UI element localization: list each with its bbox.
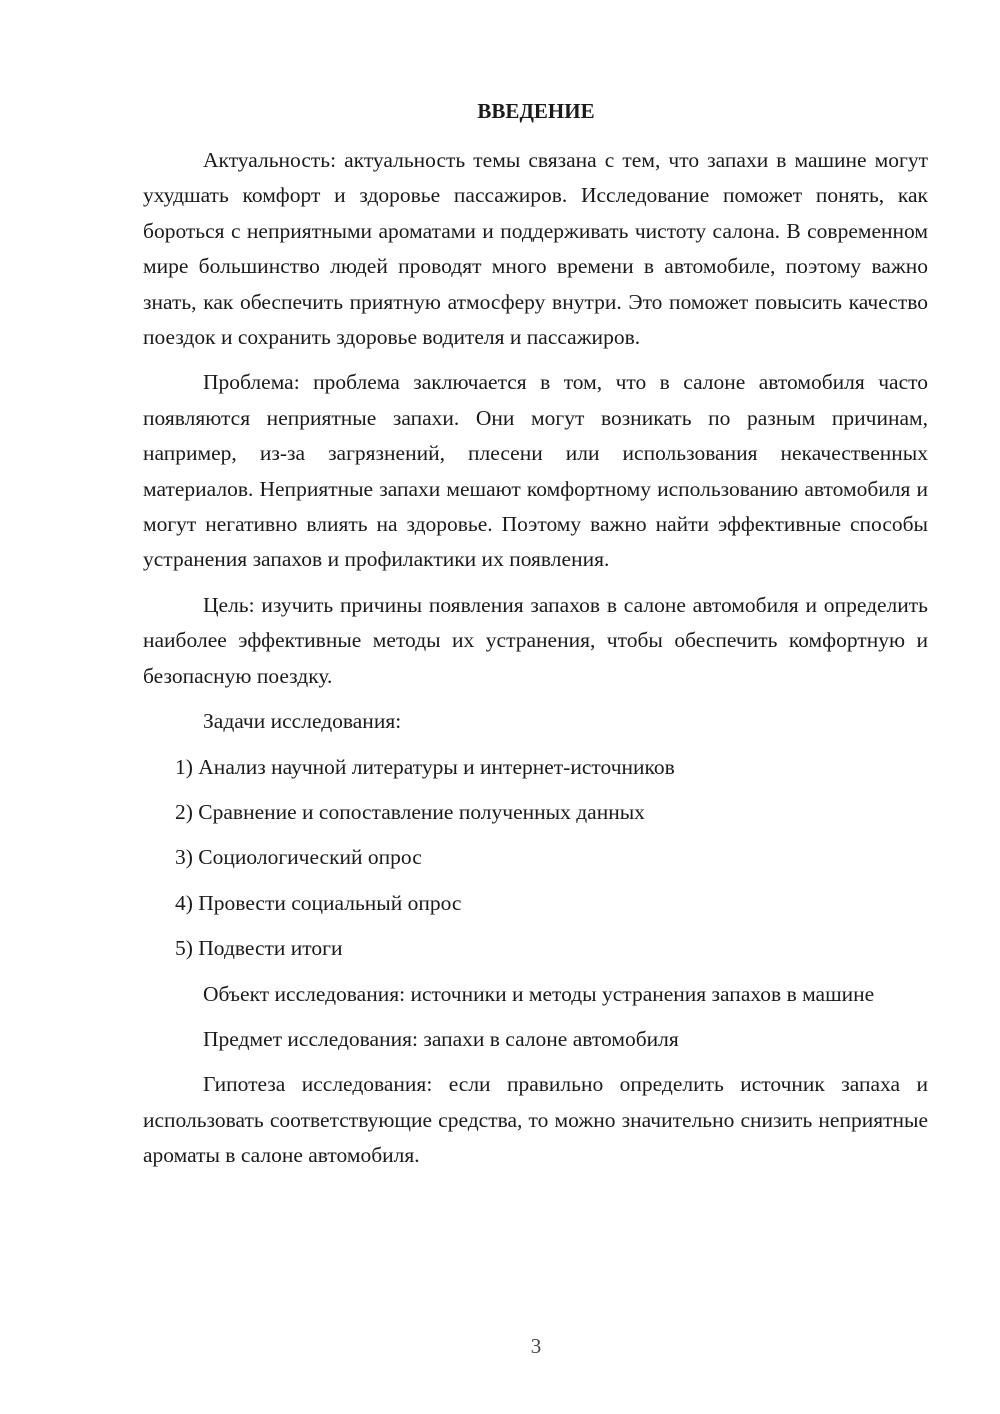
page-title: ВВЕДЕНИЕ bbox=[477, 99, 595, 123]
tasks-list bbox=[143, 750, 928, 967]
paragraph-object: Объект исследования: источники и методы устранения запахов в машине bbox=[203, 981, 875, 1006]
tasks-heading: Задачи исследования: bbox=[203, 709, 402, 734]
list-item: 5) Подвести итоги bbox=[175, 936, 343, 961]
paragraph-goal: Цель: изучить причины появления запахов в салоне автомобиля и определить наиболее эффективные методы их устранения, чтобы обеспечить комфортную и безопасную поездку. bbox=[143, 592, 928, 688]
list-item: 4) Провести социальный опрос bbox=[175, 890, 462, 915]
list-item: 2) Сравнение и сопоставление полученных данных bbox=[175, 799, 645, 824]
paragraph-subject: Предмет исследования: запахи в салоне автомобиля bbox=[203, 1026, 679, 1051]
page-number: 3 bbox=[530, 1334, 542, 1358]
paragraph-relevance: Актуальность: актуальность темы связана с тем, что запахи в машине могут ухудшать комфорт и здоровье пассажиров. Исследование поможет понять, как бороться с неприятными ароматами и поддерживать чистоту салона. В современном мире большинство людей проводят много времени в автомобиле, поэтому важно знать, как обеспечить приятную атмосферу внутри. Это поможет повысить качество поездок и сохранить здоровье водителя и пассажиров. bbox=[143, 148, 928, 350]
paragraph-hypothesis: Гипотеза исследования: если правильно определить источник запаха и использовать соответствующие средства, то можно значительно снизить неприятные ароматы в салоне автомобиля. bbox=[143, 1072, 928, 1168]
paragraph-problem: Проблема: проблема заключается в том, что в салоне автомобиля часто появляются неприятные запахи. Они могут возникать по разным причинам, например, из-за загрязнений, плесени или использования некачественных материалов. Неприятные запахи мешают комфортному использованию автомобиля и могут негативно влиять на здоровье. Поэтому важно найти эффективные способы устранения запахов и профилактики их появления. bbox=[143, 370, 928, 572]
document-body bbox=[143, 143, 928, 1184]
list-item: 1) Анализ научной литературы и интернет-источников bbox=[175, 754, 675, 779]
list-item: 3) Социологический опрос bbox=[175, 845, 422, 870]
